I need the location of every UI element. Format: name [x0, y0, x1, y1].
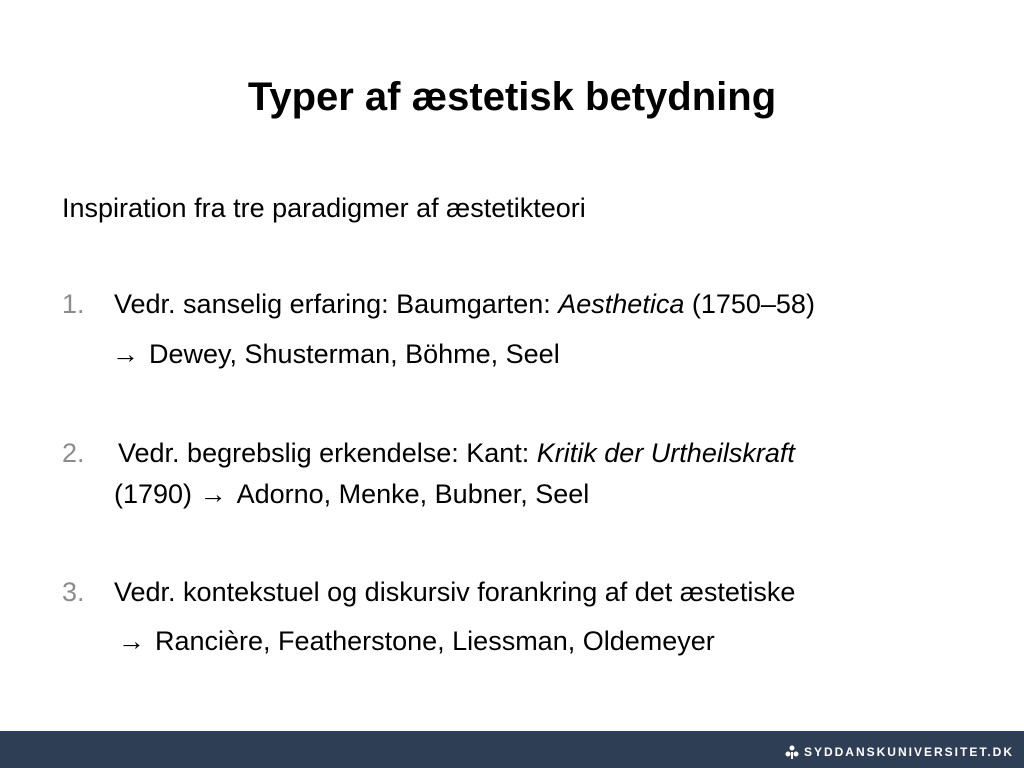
list-item-2-line1 — [118, 435, 795, 471]
list-item-2-names: Adorno, Menke, Bubner, Seel — [236, 479, 590, 509]
logo-text: SYDDANSKUNIVERSITET.DK — [803, 745, 1014, 759]
list-item-3-line1: Vedr. kontekstuel og diskursiv forankring af det æstetiske — [114, 577, 796, 607]
list-item-1-names: Dewey, Shusterman, Böhme, Seel — [149, 339, 560, 369]
list-item-2-year: (1790) — [114, 479, 200, 509]
list-item-2-prefix: Vedr. begrebslig erkendelse: Kant: — [118, 438, 537, 468]
list-item-2-number: 2. — [62, 438, 85, 468]
intro-text: Inspiration fra tre paradigmer af æstetikteori — [62, 193, 586, 223]
list-item-1-line2 — [112, 336, 560, 372]
list-item-1-prefix: Vedr. sanselig erfaring: Baumgarten: — [114, 289, 559, 319]
list-item-1-suffix: (1750–58) — [684, 289, 815, 319]
slide-title: Typer af æstetisk betydning — [247, 75, 777, 119]
footer-bar — [0, 731, 1024, 768]
list-item-2-line2 — [114, 476, 589, 512]
list-item-3-line2 — [118, 623, 715, 659]
list-item-1-line1 — [114, 286, 815, 322]
list-item-3-number: 3. — [62, 577, 85, 607]
university-logo — [784, 744, 1014, 760]
university-crest-icon — [784, 744, 800, 760]
list-item-3-names: Rancière, Featherstone, Liessman, Oldemeyer — [155, 626, 715, 656]
list-item-1-number: 1. — [62, 289, 85, 319]
list-item-2-work-title: Kritik der Urtheilskraft — [536, 438, 795, 468]
arrow-right-icon: → — [112, 339, 139, 369]
arrow-right-icon: → — [118, 626, 145, 656]
arrow-right-icon: → — [199, 479, 227, 509]
list-item-1-work-title: Aesthetica — [558, 289, 685, 319]
